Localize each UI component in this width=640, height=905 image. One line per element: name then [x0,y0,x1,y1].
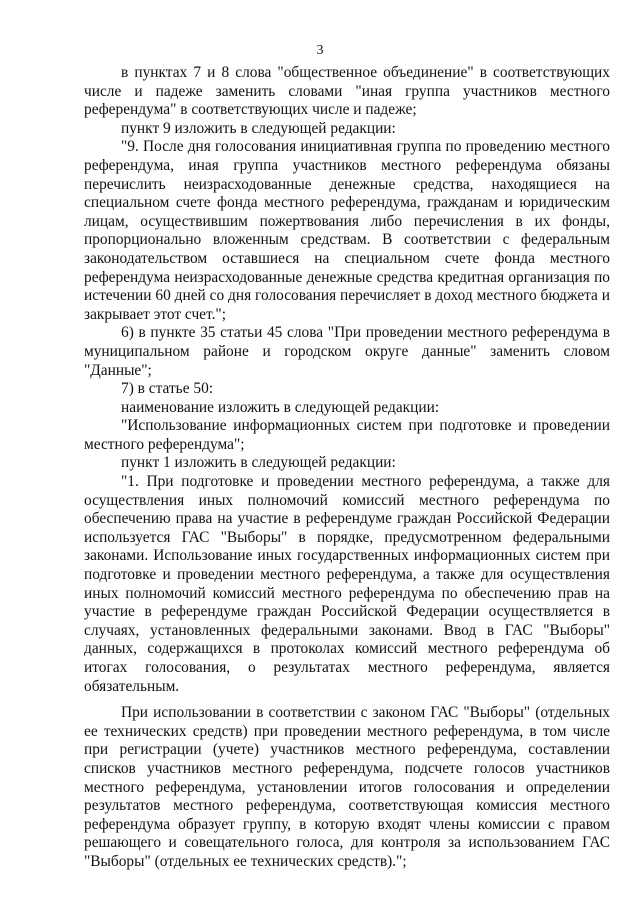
page-number: 3 [316,43,324,58]
paragraph-amend-points-7-8: в пунктах 7 и 8 слова "общественное объединение" в соответствующих числе и падеже заменить словами "иная группа участников местного референдума" в соответствующих числе и падеже; [84,64,610,119]
paragraph-gas-vybory-usage: При использовании в соответствии с законом ГАС "Выборы" (отдельных ее технических средств) при проведении местного референдума, в том числе при регистрации (учете) участников местного референдума, составлении списков участников местного референдума, подсчете голосов участников местного референдума, установлении итогов голосования и определении результатов местного референдума, соответствующая комиссия местного референдума образует группу, в которую входят члены комиссии с правом решающего и совещательного голоса, для контроля за использованием ГАС "Выборы" (отдельных ее технических средств)."; [84,704,610,870]
paragraph-item-6: 6) в пункте 35 статьи 45 слова "При проведении местного референдума в муниципальном районе и городском округе данные" заменить словом "Данные"; [84,324,610,379]
paragraph-point-1-text: "1. При подготовке и проведении местного референдума, а также для осуществления иных полномочий комиссий местного референдума по обеспечению права на участие в референдуме граждан Российской Федерации используется ГАС "Выборы" в порядке, предусмотренном федеральными законами. Использование иных государственных информационных систем при подготовке и проведении местного референдума, а также для осуществления иных полномочий комиссий местного референдума по обеспечению прав на участие в референдуме граждан Российской Федерации осуществляется в случаях, установленных федеральными законами. Ввод в ГАС "Выборы" данных, содержащихся в протоколах комиссий местного референдума об итогах голосования, о результатах местного референдума, является обязательным. [84,473,610,695]
paragraph-title-intro: наименование изложить в следующей редакции: [121,398,440,416]
paragraph-item-7: 7) в статье 50: [121,380,214,398]
document-body [84,64,610,872]
paragraph-point-9-text: "9. После дня голосования инициативная группа по проведению местного референдума, иная группа участников местного референдума обязаны перечислить неизрасходованные денежные средства, находящиеся на специальном счете фонда местного референдума, гражданам и юридическим лицам, осуществившим пожертвования либо перечисления в их фонды, пропорционально вложенным средствам. В соответствии с федеральным законодательством оставшиеся на специальном счете фонда местного референдума неизрасходованные денежные средства кредитная организация по истечении 60 дней со дня голосования перечисляет в доход местного бюджета и закрывает этот счет."; [84,138,610,323]
paragraph-point-1-intro: пункт 1 изложить в следующей редакции: [121,454,396,472]
paragraph-point-9-intro: пункт 9 изложить в следующей редакции: [121,119,396,137]
paragraph-article-title: "Использование информационных систем при подготовке и проведении местного референдума"; [84,417,610,453]
